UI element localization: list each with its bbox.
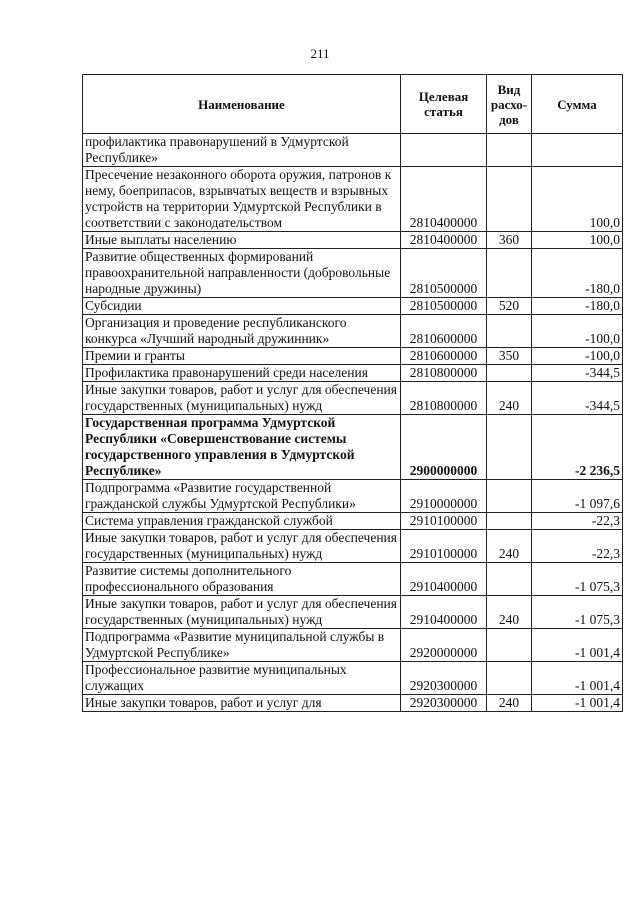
row-expense-type-cell [487, 167, 532, 232]
row-name-cell: Иные закупки товаров, работ и услуг для обеспечения государственных (муниципальных) нужд [83, 382, 401, 415]
table-row [83, 480, 623, 513]
row-sum-cell: -1 001,4 [532, 695, 623, 712]
table-row [83, 232, 623, 249]
row-name-cell: Субсидии [83, 298, 401, 315]
row-expense-type-cell [487, 134, 532, 167]
row-name-cell: Премии и гранты [83, 348, 401, 365]
budget-table [82, 74, 623, 712]
table-row [83, 513, 623, 530]
row-target-article-cell: 2920300000 [401, 695, 487, 712]
table-row [83, 596, 623, 629]
table-body [83, 134, 623, 712]
row-sum-cell: -2 236,5 [532, 415, 623, 480]
row-sum-cell: -22,3 [532, 530, 623, 563]
row-name-cell: профилактика правонарушений в Удмуртской Республике» [83, 134, 401, 167]
row-expense-type-cell [487, 629, 532, 662]
row-expense-type-cell [487, 249, 532, 298]
row-name-cell: Система управления гражданской службой [83, 513, 401, 530]
row-sum-cell: -1 075,3 [532, 596, 623, 629]
header-target-article: Целевая статья [401, 75, 487, 134]
header-sum: Сумма [532, 75, 623, 134]
row-target-article-cell [401, 134, 487, 167]
table-row [83, 365, 623, 382]
row-sum-cell: -1 075,3 [532, 563, 623, 596]
row-target-article-cell: 2910100000 [401, 530, 487, 563]
row-sum-cell: 100,0 [532, 232, 623, 249]
row-sum-cell: -100,0 [532, 315, 623, 348]
row-target-article-cell: 2920000000 [401, 629, 487, 662]
row-name-cell: Государственная программа Удмуртской Республики «Совершенствование системы государственного управления в Удмуртской Республике» [83, 415, 401, 480]
row-name-cell: Иные закупки товаров, работ и услуг для [83, 695, 401, 712]
table-row [83, 530, 623, 563]
row-name-cell: Профилактика правонарушений среди населения [83, 365, 401, 382]
row-sum-cell: -100,0 [532, 348, 623, 365]
header-name: Наименование [83, 75, 401, 134]
row-expense-type-cell [487, 315, 532, 348]
row-target-article-cell: 2810600000 [401, 315, 487, 348]
row-name-cell: Организация и проведение республиканского конкурса «Лучший народный дружинник» [83, 315, 401, 348]
row-name-cell: Иные закупки товаров, работ и услуг для обеспечения государственных (муниципальных) нужд [83, 530, 401, 563]
header-expense-type: Вид расхо-дов [487, 75, 532, 134]
row-target-article-cell: 2810400000 [401, 232, 487, 249]
row-name-cell: Развитие системы дополнительного профессионального образования [83, 563, 401, 596]
row-sum-cell: -344,5 [532, 382, 623, 415]
row-expense-type-cell [487, 662, 532, 695]
table-row [83, 415, 623, 480]
row-target-article-cell: 2810500000 [401, 249, 487, 298]
row-sum-cell: -1 001,4 [532, 629, 623, 662]
row-target-article-cell: 2910000000 [401, 480, 487, 513]
row-target-article-cell: 2900000000 [401, 415, 487, 480]
row-sum-cell: -180,0 [532, 249, 623, 298]
row-target-article-cell: 2810400000 [401, 167, 487, 232]
row-target-article-cell: 2920300000 [401, 662, 487, 695]
row-expense-type-cell: 520 [487, 298, 532, 315]
table-row [83, 298, 623, 315]
row-target-article-cell: 2910400000 [401, 563, 487, 596]
row-sum-cell: -180,0 [532, 298, 623, 315]
row-target-article-cell: 2810800000 [401, 365, 487, 382]
row-target-article-cell: 2910400000 [401, 596, 487, 629]
row-target-article-cell: 2910100000 [401, 513, 487, 530]
row-sum-cell: 100,0 [532, 167, 623, 232]
table-row [83, 134, 623, 167]
row-name-cell: Подпрограмма «Развитие муниципальной службы в Удмуртской Республике» [83, 629, 401, 662]
row-expense-type-cell [487, 563, 532, 596]
row-target-article-cell: 2810500000 [401, 298, 487, 315]
row-expense-type-cell: 240 [487, 382, 532, 415]
row-target-article-cell: 2810600000 [401, 348, 487, 365]
table-row [83, 629, 623, 662]
table-row [83, 348, 623, 365]
row-sum-cell: -22,3 [532, 513, 623, 530]
row-sum-cell [532, 134, 623, 167]
row-sum-cell: -1 001,4 [532, 662, 623, 695]
row-expense-type-cell: 360 [487, 232, 532, 249]
table-row [83, 563, 623, 596]
row-name-cell: Иные выплаты населению [83, 232, 401, 249]
row-name-cell: Развитие общественных формирований правоохранительной направленности (добровольные народные дружины) [83, 249, 401, 298]
table-row [83, 382, 623, 415]
table-header-row [83, 75, 623, 134]
row-sum-cell: -344,5 [532, 365, 623, 382]
table-row [83, 167, 623, 232]
row-target-article-cell: 2810800000 [401, 382, 487, 415]
table-row [83, 249, 623, 298]
row-name-cell: Иные закупки товаров, работ и услуг для обеспечения государственных (муниципальных) нужд [83, 596, 401, 629]
row-name-cell: Пресечение незаконного оборота оружия, патронов к нему, боеприпасов, взрывчатых веществ и взрывных устройств на территории Удмуртской Республики в соответствии с законодательством [83, 167, 401, 232]
row-sum-cell: -1 097,6 [532, 480, 623, 513]
table-row [83, 662, 623, 695]
row-expense-type-cell: 240 [487, 596, 532, 629]
page-number: 211 [310, 46, 330, 61]
row-expense-type-cell [487, 480, 532, 513]
row-name-cell: Подпрограмма «Развитие государственной гражданской службы Удмуртской Республики» [83, 480, 401, 513]
row-expense-type-cell [487, 513, 532, 530]
row-name-cell: Профессиональное развитие муниципальных служащих [83, 662, 401, 695]
row-expense-type-cell: 350 [487, 348, 532, 365]
row-expense-type-cell [487, 415, 532, 480]
row-expense-type-cell [487, 365, 532, 382]
row-expense-type-cell: 240 [487, 530, 532, 563]
table-row [83, 695, 623, 712]
row-expense-type-cell: 240 [487, 695, 532, 712]
table-row [83, 315, 623, 348]
